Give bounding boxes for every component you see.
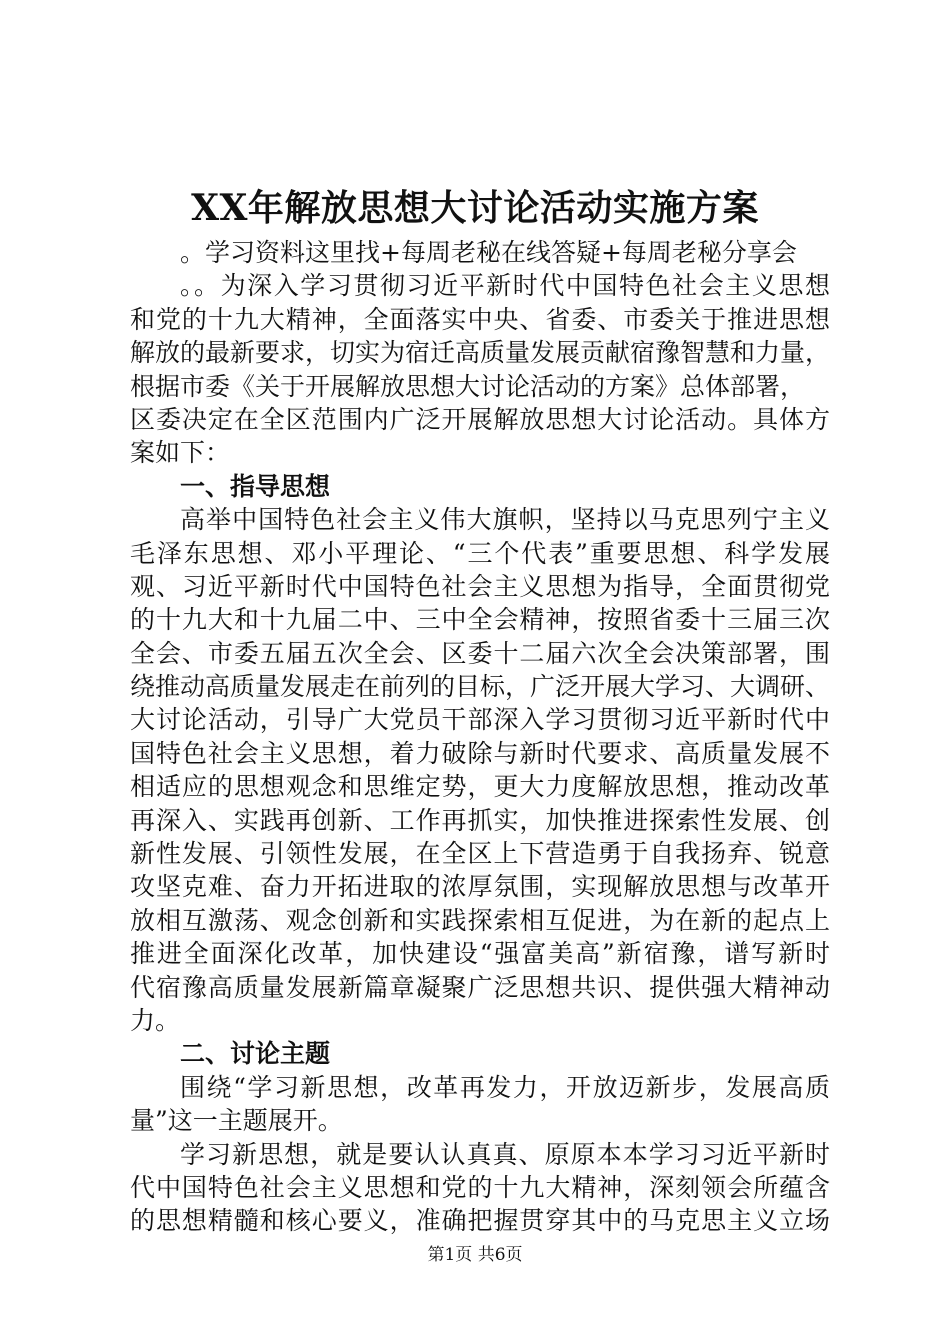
body-text-line: 绕推动高质量发展走在前列的目标，广泛开展大学习、大调研、 <box>130 672 830 702</box>
body-text-line: 代宿豫高质量发展新篇章凝聚广泛思想共识、提供强大精神动 <box>130 972 830 1002</box>
body-text-line: 全会、市委五届五次全会、区委十二届六次全会决策部署，围 <box>130 638 830 668</box>
document-body <box>130 236 830 1238</box>
body-text-line: 攻坚克难、奋力开拓进取的浓厚氛围，实现解放思想与改革开 <box>130 872 830 902</box>
body-text-line: 相适应的思想观念和思维定势，更大力度解放思想，推动改革 <box>130 772 830 802</box>
body-text-line: 新性发展、引领性发展，在全区上下营造勇于自我扬弃、锐意 <box>130 839 830 869</box>
body-text-line: 区委决定在全区范围内广泛开展解放思想大讨论活动。具体方 <box>130 404 830 434</box>
body-text-line: 毛泽东思想、邓小平理论、“三个代表”重要思想、科学发展 <box>130 538 830 568</box>
body-text-line: 。。为深入学习贯彻习近平新时代中国特色社会主义思想 <box>180 271 830 301</box>
body-text-line: 学习新思想，就是要认认真真、原原本本学习习近平新时 <box>180 1139 830 1169</box>
body-text-line: 国特色社会主义思想，着力破除与新时代要求、高质量发展不 <box>130 738 830 768</box>
body-text-line: 解放的最新要求，切实为宿迁高质量发展贡献宿豫智慧和力量， <box>130 338 830 368</box>
body-text-line: 再深入、实践再创新、工作再抓实，加快推进探索性发展、创 <box>130 805 830 835</box>
body-text-line: 围绕“学习新思想，改革再发力，开放迈新步，发展高质 <box>180 1072 830 1102</box>
body-text-line: 和党的十九大精神，全面落实中央、省委、市委关于推进思想 <box>130 304 830 334</box>
body-text-line: 力。 <box>130 1005 181 1035</box>
body-text-line: 的思想精髓和核心要义，准确把握贯穿其中的马克思主义立场 <box>130 1206 830 1236</box>
body-text-line: 观、习近平新时代中国特色社会主义思想为指导，全面贯彻党 <box>130 571 830 601</box>
body-text-line: 的十九大和十九届二中、三中全会精神，按照省委十三届三次 <box>130 605 830 635</box>
body-text-line: 代中国特色社会主义思想和党的十九大精神，深刻领会所蕴含 <box>130 1172 830 1202</box>
body-text-line: 量”这一主题展开。 <box>130 1106 343 1136</box>
body-text-line: 大讨论活动，引导广大党员干部深入学习贯彻习近平新时代中 <box>130 705 830 735</box>
body-text-line: 推进全面深化改革，加快建设“强富美高”新宿豫，谱写新时 <box>130 939 830 969</box>
body-text-line: 放相互激荡、观念创新和实践探索相互促进，为在新的起点上 <box>130 905 830 935</box>
body-text-line: 根据市委《关于开展解放思想大讨论活动的方案》总体部署， <box>130 371 806 401</box>
document-title: XX年解放思想大讨论活动实施方案 <box>191 187 759 229</box>
body-text-line: 。学习资料这里找+每周老秘在线答疑+每周老秘分享会 <box>180 238 797 267</box>
body-text-line: 案如下： <box>130 438 231 468</box>
section-heading: 一、指导思想 <box>180 471 331 501</box>
page-footer: 第1页 共6页 <box>427 1245 523 1265</box>
body-text-line: 高举中国特色社会主义伟大旗帜，坚持以马克思列宁主义 <box>180 505 830 535</box>
section-heading: 二、讨论主题 <box>180 1039 331 1069</box>
